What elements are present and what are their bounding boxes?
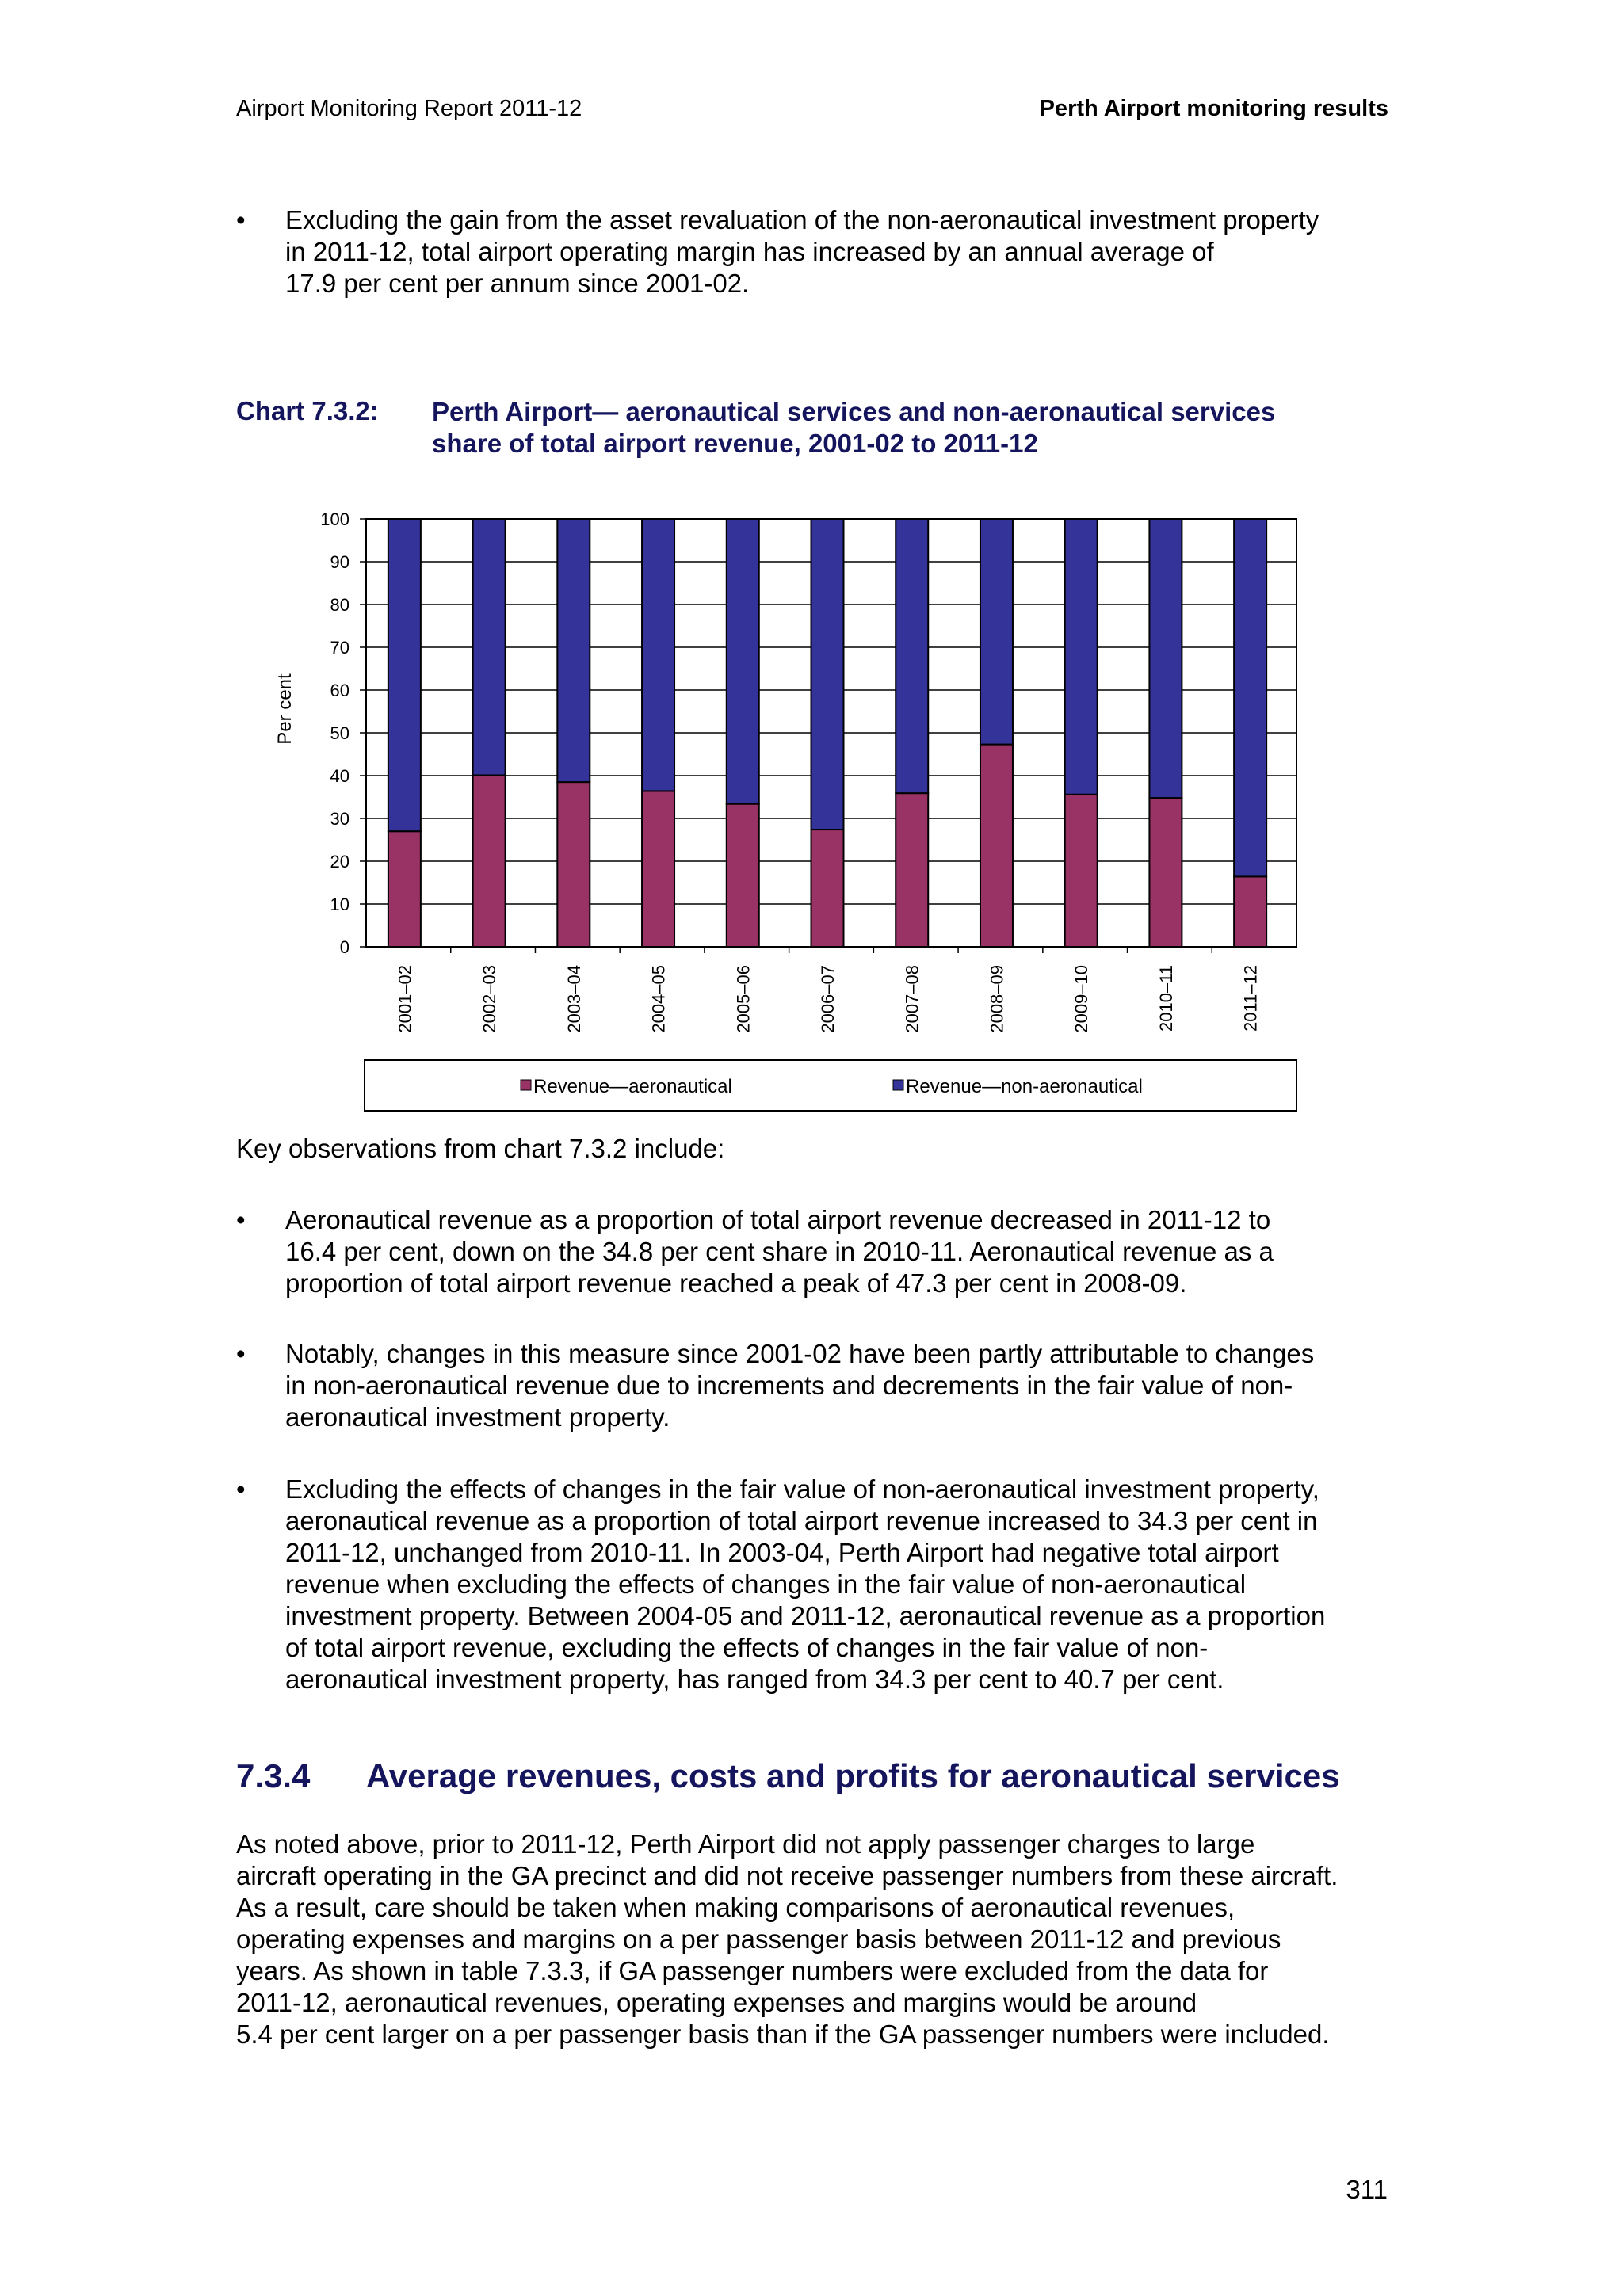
bar-non-aeronautical xyxy=(727,519,759,804)
bullet-marker: • xyxy=(236,1474,246,1504)
bar-aeronautical xyxy=(642,791,674,947)
x-tick-label: 2010–11 xyxy=(1155,965,1176,1032)
body-paragraph: As noted above, prior to 2011-12, Perth Airport did not apply passenger charges to large aircraft operating in the GA precinct and did not receive passenger numbers from these aircraft. As a result, care should be taken when making comparisons of aeronautical revenues, operating expenses and margins on a per passenger basis between 2011-12 and previous years. As shown in table 7.3.3, if GA passenger numbers were excluded from the data for 2011-12, aeronautical revenues, operating expenses and margins would be around 5.4 per cent larger on a per passenger basis than if the GA passenger numbers were included. xyxy=(236,1829,1338,2049)
running-header-left: Airport Monitoring Report 2011-12 xyxy=(236,96,582,121)
x-tick-label: 2001–02 xyxy=(395,965,415,1033)
bar-aeronautical xyxy=(388,831,421,947)
x-tick-label: 2007–08 xyxy=(902,965,922,1033)
bar-non-aeronautical xyxy=(1065,519,1098,795)
y-tick-label: 80 xyxy=(330,595,349,615)
bar-non-aeronautical xyxy=(388,519,421,831)
bar-non-aeronautical xyxy=(980,519,1013,745)
bar-aeronautical xyxy=(1065,795,1098,947)
x-tick-label: 2005–06 xyxy=(733,965,754,1033)
observation-bullet-2: Notably, changes in this measure since 2001-02 have been partly attributable to changes in non-aeronautical revenue due to increments and decrements in the fair value of non- aeronautical investment property. xyxy=(285,1339,1315,1432)
bar-aeronautical xyxy=(557,782,590,947)
bar-non-aeronautical xyxy=(473,519,506,775)
stacked-bar-chart xyxy=(0,0,1623,1125)
x-tick-label: 2004–05 xyxy=(648,965,669,1033)
section-title: Average revenues, costs and profits for aeronautical services xyxy=(366,1757,1340,1794)
bar-aeronautical xyxy=(812,830,844,947)
bullet-marker: • xyxy=(236,1205,246,1234)
x-tick-label: 2003–04 xyxy=(563,965,584,1033)
x-tick-label: 2008–09 xyxy=(987,965,1007,1033)
y-tick-label: 30 xyxy=(330,809,349,829)
page-number: 311 xyxy=(1346,2175,1388,2204)
bar-aeronautical xyxy=(1149,798,1182,947)
section-number: 7.3.4 xyxy=(236,1757,311,1794)
y-tick-label: 0 xyxy=(339,937,349,957)
bar-aeronautical xyxy=(1234,876,1266,947)
key-observations-intro: Key observations from chart 7.3.2 include: xyxy=(236,1134,725,1163)
y-tick-label: 40 xyxy=(330,766,349,786)
intro-bullet-text: Excluding the gain from the asset revaluation of the non-aeronautical investment property in 2011-12, total airport operating margin has increased by an annual average of 17.9 per cent per annum since 2001-02. xyxy=(285,205,1319,298)
legend-swatch-aeronautical xyxy=(521,1080,531,1090)
bar-non-aeronautical xyxy=(1234,519,1266,876)
y-tick-label: 20 xyxy=(330,852,349,871)
y-tick-label: 10 xyxy=(330,894,349,914)
bar-aeronautical xyxy=(727,804,759,947)
x-tick-label: 2002–03 xyxy=(479,965,500,1033)
legend-label-aeronautical: Revenue—aeronautical xyxy=(533,1076,732,1097)
x-tick-label: 2009–10 xyxy=(1071,965,1092,1033)
chart-label: Chart 7.3.2: xyxy=(236,396,379,425)
bar-non-aeronautical xyxy=(896,519,928,793)
y-axis-label: Per cent xyxy=(274,673,296,745)
bar-aeronautical xyxy=(896,793,928,947)
y-tick-label: 100 xyxy=(320,509,349,529)
legend-box xyxy=(365,1060,1296,1111)
y-tick-label: 70 xyxy=(330,638,349,658)
observation-bullet-3: Excluding the effects of changes in the fair value of non-aeronautical investment property, aeronautical revenue as a proportion of total airport revenue increased to 34.3 per cent in 2011-12, unchanged from 2010-11. In 2003-04, Perth Airport had negative total airport revenue when excluding the effects of changes in the fair value of non-aeronautical investment property. Between 2004-05 and 2011-12, aeronautical revenue as a proportion of total airport revenue, excluding the effects of changes in the fair value of non- aeronautical investment property, has ranged from 34.3 per cent to 40.7 per cent. xyxy=(285,1474,1326,1694)
legend-swatch-non-aeronautical xyxy=(893,1080,903,1090)
running-header-right: Perth Airport monitoring results xyxy=(1039,96,1388,121)
x-tick-label: 2011–12 xyxy=(1240,965,1261,1032)
observation-bullet-1: Aeronautical revenue as a proportion of total airport revenue decreased in 2011-12 to 16.4 per cent, down on the 34.8 per cent share in 2010-11. Aeronautical revenue as a proportion of total airport revenue reached a peak of 47.3 per cent in 2008-09. xyxy=(285,1205,1274,1298)
bullet-marker: • xyxy=(236,205,246,235)
bar-aeronautical xyxy=(980,745,1013,947)
y-tick-label: 90 xyxy=(330,552,349,572)
legend-label-non-aeronautical: Revenue—non-aeronautical xyxy=(906,1076,1143,1097)
bullet-marker: • xyxy=(236,1339,246,1368)
bar-non-aeronautical xyxy=(557,519,590,782)
x-tick-label: 2006–07 xyxy=(818,965,838,1033)
bar-non-aeronautical xyxy=(1149,519,1182,798)
bar-non-aeronautical xyxy=(642,519,674,791)
bar-non-aeronautical xyxy=(812,519,844,830)
chart-title: Perth Airport— aeronautical services and non-aeronautical services share of total airport revenue, 2001-02 to 2011-12 xyxy=(432,397,1276,458)
y-tick-label: 60 xyxy=(330,681,349,700)
bar-aeronautical xyxy=(473,775,506,947)
y-tick-label: 50 xyxy=(330,723,349,743)
